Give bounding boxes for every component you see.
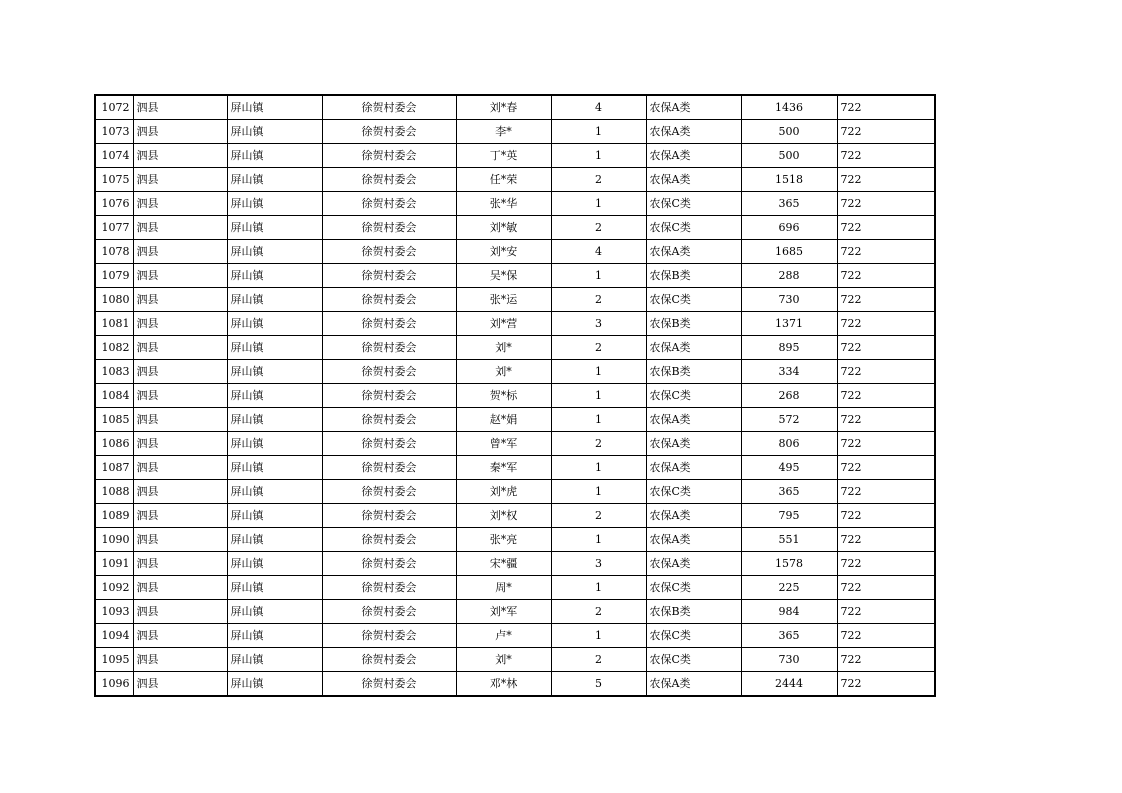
county-cell: 泗县 [133, 360, 227, 384]
county-cell: 泗县 [133, 552, 227, 576]
amount-cell: 2444 [741, 672, 837, 697]
name-cell: 刘*营 [456, 312, 551, 336]
name-cell: 张*运 [456, 288, 551, 312]
standard-cell: 722 [837, 576, 935, 600]
village-cell: 徐贺村委会 [322, 360, 456, 384]
row-number: 1077 [95, 216, 133, 240]
name-cell: 刘*军 [456, 600, 551, 624]
type-cell: 农保C类 [646, 192, 741, 216]
standard-cell: 722 [837, 672, 935, 697]
village-cell: 徐贺村委会 [322, 240, 456, 264]
town-cell: 屏山镇 [227, 432, 322, 456]
count-cell: 3 [551, 552, 646, 576]
count-cell: 2 [551, 504, 646, 528]
standard-cell: 722 [837, 288, 935, 312]
village-cell: 徐贺村委会 [322, 120, 456, 144]
row-number: 1095 [95, 648, 133, 672]
table-row [95, 576, 935, 600]
county-cell: 泗县 [133, 216, 227, 240]
table-row [95, 504, 935, 528]
standard-cell: 722 [837, 120, 935, 144]
standard-cell: 722 [837, 480, 935, 504]
table-row [95, 216, 935, 240]
amount-cell: 1578 [741, 552, 837, 576]
table-row [95, 456, 935, 480]
count-cell: 2 [551, 648, 646, 672]
name-cell: 赵*娟 [456, 408, 551, 432]
amount-cell: 551 [741, 528, 837, 552]
count-cell: 1 [551, 456, 646, 480]
county-cell: 泗县 [133, 528, 227, 552]
row-number: 1091 [95, 552, 133, 576]
standard-cell: 722 [837, 360, 935, 384]
village-cell: 徐贺村委会 [322, 336, 456, 360]
count-cell: 1 [551, 528, 646, 552]
town-cell: 屏山镇 [227, 624, 322, 648]
county-cell: 泗县 [133, 192, 227, 216]
village-cell: 徐贺村委会 [322, 600, 456, 624]
row-number: 1082 [95, 336, 133, 360]
name-cell: 邓*林 [456, 672, 551, 697]
town-cell: 屏山镇 [227, 120, 322, 144]
type-cell: 农保A类 [646, 336, 741, 360]
amount-cell: 365 [741, 192, 837, 216]
name-cell: 李* [456, 120, 551, 144]
row-number: 1094 [95, 624, 133, 648]
county-cell: 泗县 [133, 672, 227, 697]
town-cell: 屏山镇 [227, 528, 322, 552]
town-cell: 屏山镇 [227, 408, 322, 432]
name-cell: 刘*敏 [456, 216, 551, 240]
count-cell: 2 [551, 168, 646, 192]
name-cell: 张*华 [456, 192, 551, 216]
amount-cell: 1436 [741, 95, 837, 120]
village-cell: 徐贺村委会 [322, 216, 456, 240]
row-number: 1079 [95, 264, 133, 288]
name-cell: 刘* [456, 648, 551, 672]
table-row [95, 672, 935, 697]
amount-cell: 696 [741, 216, 837, 240]
town-cell: 屏山镇 [227, 384, 322, 408]
county-cell: 泗县 [133, 144, 227, 168]
type-cell: 农保A类 [646, 95, 741, 120]
village-cell: 徐贺村委会 [322, 288, 456, 312]
amount-cell: 730 [741, 648, 837, 672]
amount-cell: 268 [741, 384, 837, 408]
count-cell: 1 [551, 192, 646, 216]
county-cell: 泗县 [133, 624, 227, 648]
amount-cell: 500 [741, 120, 837, 144]
count-cell: 1 [551, 408, 646, 432]
standard-cell: 722 [837, 624, 935, 648]
table-row [95, 144, 935, 168]
type-cell: 农保A类 [646, 672, 741, 697]
village-cell: 徐贺村委会 [322, 264, 456, 288]
village-cell: 徐贺村委会 [322, 528, 456, 552]
county-cell: 泗县 [133, 600, 227, 624]
county-cell: 泗县 [133, 168, 227, 192]
count-cell: 4 [551, 95, 646, 120]
table-row [95, 480, 935, 504]
count-cell: 4 [551, 240, 646, 264]
county-cell: 泗县 [133, 288, 227, 312]
standard-cell: 722 [837, 552, 935, 576]
standard-cell: 722 [837, 336, 935, 360]
village-cell: 徐贺村委会 [322, 384, 456, 408]
town-cell: 屏山镇 [227, 672, 322, 697]
name-cell: 秦*军 [456, 456, 551, 480]
town-cell: 屏山镇 [227, 168, 322, 192]
amount-cell: 1518 [741, 168, 837, 192]
amount-cell: 572 [741, 408, 837, 432]
village-cell: 徐贺村委会 [322, 312, 456, 336]
county-cell: 泗县 [133, 336, 227, 360]
town-cell: 屏山镇 [227, 288, 322, 312]
town-cell: 屏山镇 [227, 480, 322, 504]
town-cell: 屏山镇 [227, 360, 322, 384]
amount-cell: 1371 [741, 312, 837, 336]
row-number: 1073 [95, 120, 133, 144]
table-row [95, 120, 935, 144]
table-row [95, 288, 935, 312]
county-cell: 泗县 [133, 504, 227, 528]
standard-cell: 722 [837, 432, 935, 456]
standard-cell: 722 [837, 456, 935, 480]
town-cell: 屏山镇 [227, 192, 322, 216]
amount-cell: 225 [741, 576, 837, 600]
count-cell: 2 [551, 432, 646, 456]
count-cell: 5 [551, 672, 646, 697]
amount-cell: 365 [741, 624, 837, 648]
row-number: 1086 [95, 432, 133, 456]
county-cell: 泗县 [133, 648, 227, 672]
county-cell: 泗县 [133, 576, 227, 600]
standard-cell: 722 [837, 528, 935, 552]
row-number: 1096 [95, 672, 133, 697]
name-cell: 刘* [456, 360, 551, 384]
standard-cell: 722 [837, 312, 935, 336]
town-cell: 屏山镇 [227, 144, 322, 168]
village-cell: 徐贺村委会 [322, 456, 456, 480]
table-row [95, 648, 935, 672]
count-cell: 1 [551, 384, 646, 408]
table-row [95, 360, 935, 384]
name-cell: 卢* [456, 624, 551, 648]
table-row [95, 552, 935, 576]
type-cell: 农保A类 [646, 168, 741, 192]
standard-cell: 722 [837, 144, 935, 168]
standard-cell: 722 [837, 192, 935, 216]
type-cell: 农保C类 [646, 576, 741, 600]
county-cell: 泗县 [133, 408, 227, 432]
row-number: 1090 [95, 528, 133, 552]
village-cell: 徐贺村委会 [322, 480, 456, 504]
standard-cell: 722 [837, 240, 935, 264]
town-cell: 屏山镇 [227, 312, 322, 336]
amount-cell: 795 [741, 504, 837, 528]
standard-cell: 722 [837, 216, 935, 240]
type-cell: 农保B类 [646, 312, 741, 336]
village-cell: 徐贺村委会 [322, 552, 456, 576]
type-cell: 农保C类 [646, 288, 741, 312]
count-cell: 2 [551, 600, 646, 624]
amount-cell: 1685 [741, 240, 837, 264]
name-cell: 曾*军 [456, 432, 551, 456]
town-cell: 屏山镇 [227, 552, 322, 576]
town-cell: 屏山镇 [227, 648, 322, 672]
amount-cell: 495 [741, 456, 837, 480]
amount-cell: 984 [741, 600, 837, 624]
table-row [95, 528, 935, 552]
type-cell: 农保B类 [646, 360, 741, 384]
name-cell: 刘* [456, 336, 551, 360]
count-cell: 1 [551, 576, 646, 600]
type-cell: 农保A类 [646, 528, 741, 552]
type-cell: 农保B类 [646, 264, 741, 288]
town-cell: 屏山镇 [227, 240, 322, 264]
standard-cell: 722 [837, 600, 935, 624]
name-cell: 刘*权 [456, 504, 551, 528]
table-row [95, 168, 935, 192]
village-cell: 徐贺村委会 [322, 144, 456, 168]
row-number: 1085 [95, 408, 133, 432]
name-cell: 丁*英 [456, 144, 551, 168]
type-cell: 农保A类 [646, 408, 741, 432]
village-cell: 徐贺村委会 [322, 408, 456, 432]
type-cell: 农保C类 [646, 480, 741, 504]
count-cell: 1 [551, 360, 646, 384]
standard-cell: 722 [837, 264, 935, 288]
count-cell: 2 [551, 288, 646, 312]
county-cell: 泗县 [133, 120, 227, 144]
village-cell: 徐贺村委会 [322, 672, 456, 697]
standard-cell: 722 [837, 408, 935, 432]
village-cell: 徐贺村委会 [322, 624, 456, 648]
count-cell: 1 [551, 120, 646, 144]
row-number: 1080 [95, 288, 133, 312]
town-cell: 屏山镇 [227, 336, 322, 360]
village-cell: 徐贺村委会 [322, 432, 456, 456]
name-cell: 贺*标 [456, 384, 551, 408]
county-cell: 泗县 [133, 480, 227, 504]
village-cell: 徐贺村委会 [322, 95, 456, 120]
count-cell: 1 [551, 264, 646, 288]
town-cell: 屏山镇 [227, 504, 322, 528]
row-number: 1087 [95, 456, 133, 480]
village-cell: 徐贺村委会 [322, 648, 456, 672]
table-row [95, 408, 935, 432]
type-cell: 农保A类 [646, 432, 741, 456]
town-cell: 屏山镇 [227, 95, 322, 120]
row-number: 1089 [95, 504, 133, 528]
row-number: 1078 [95, 240, 133, 264]
county-cell: 泗县 [133, 312, 227, 336]
count-cell: 1 [551, 144, 646, 168]
type-cell: 农保B类 [646, 600, 741, 624]
row-number: 1083 [95, 360, 133, 384]
standard-cell: 722 [837, 168, 935, 192]
amount-cell: 730 [741, 288, 837, 312]
town-cell: 屏山镇 [227, 456, 322, 480]
table-row [95, 264, 935, 288]
amount-cell: 334 [741, 360, 837, 384]
table-row [95, 95, 935, 120]
table-row [95, 192, 935, 216]
table-row [95, 336, 935, 360]
county-cell: 泗县 [133, 432, 227, 456]
type-cell: 农保A类 [646, 552, 741, 576]
amount-cell: 895 [741, 336, 837, 360]
town-cell: 屏山镇 [227, 216, 322, 240]
row-number: 1084 [95, 384, 133, 408]
amount-cell: 500 [741, 144, 837, 168]
county-cell: 泗县 [133, 240, 227, 264]
amount-cell: 806 [741, 432, 837, 456]
village-cell: 徐贺村委会 [322, 576, 456, 600]
type-cell: 农保C类 [646, 624, 741, 648]
town-cell: 屏山镇 [227, 600, 322, 624]
standard-cell: 722 [837, 384, 935, 408]
count-cell: 1 [551, 624, 646, 648]
table-body [95, 95, 935, 696]
name-cell: 吴*保 [456, 264, 551, 288]
town-cell: 屏山镇 [227, 576, 322, 600]
data-table [94, 94, 936, 697]
count-cell: 3 [551, 312, 646, 336]
type-cell: 农保A类 [646, 240, 741, 264]
count-cell: 1 [551, 480, 646, 504]
village-cell: 徐贺村委会 [322, 504, 456, 528]
table-row [95, 432, 935, 456]
town-cell: 屏山镇 [227, 264, 322, 288]
standard-cell: 722 [837, 95, 935, 120]
name-cell: 刘*安 [456, 240, 551, 264]
row-number: 1075 [95, 168, 133, 192]
name-cell: 张*亮 [456, 528, 551, 552]
type-cell: 农保A类 [646, 120, 741, 144]
type-cell: 农保A类 [646, 144, 741, 168]
table-row [95, 600, 935, 624]
row-number: 1076 [95, 192, 133, 216]
name-cell: 刘*春 [456, 95, 551, 120]
count-cell: 2 [551, 336, 646, 360]
name-cell: 宋*疆 [456, 552, 551, 576]
standard-cell: 722 [837, 648, 935, 672]
row-number: 1092 [95, 576, 133, 600]
name-cell: 周* [456, 576, 551, 600]
name-cell: 任*荣 [456, 168, 551, 192]
row-number: 1081 [95, 312, 133, 336]
village-cell: 徐贺村委会 [322, 192, 456, 216]
count-cell: 2 [551, 216, 646, 240]
standard-cell: 722 [837, 504, 935, 528]
type-cell: 农保C类 [646, 216, 741, 240]
table-row [95, 384, 935, 408]
type-cell: 农保A类 [646, 504, 741, 528]
table-row [95, 240, 935, 264]
county-cell: 泗县 [133, 95, 227, 120]
county-cell: 泗县 [133, 264, 227, 288]
row-number: 1093 [95, 600, 133, 624]
row-number: 1072 [95, 95, 133, 120]
name-cell: 刘*虎 [456, 480, 551, 504]
table-row [95, 312, 935, 336]
county-cell: 泗县 [133, 384, 227, 408]
type-cell: 农保C类 [646, 648, 741, 672]
table-row [95, 624, 935, 648]
type-cell: 农保A类 [646, 456, 741, 480]
type-cell: 农保C类 [646, 384, 741, 408]
amount-cell: 288 [741, 264, 837, 288]
amount-cell: 365 [741, 480, 837, 504]
village-cell: 徐贺村委会 [322, 168, 456, 192]
county-cell: 泗县 [133, 456, 227, 480]
row-number: 1088 [95, 480, 133, 504]
row-number: 1074 [95, 144, 133, 168]
